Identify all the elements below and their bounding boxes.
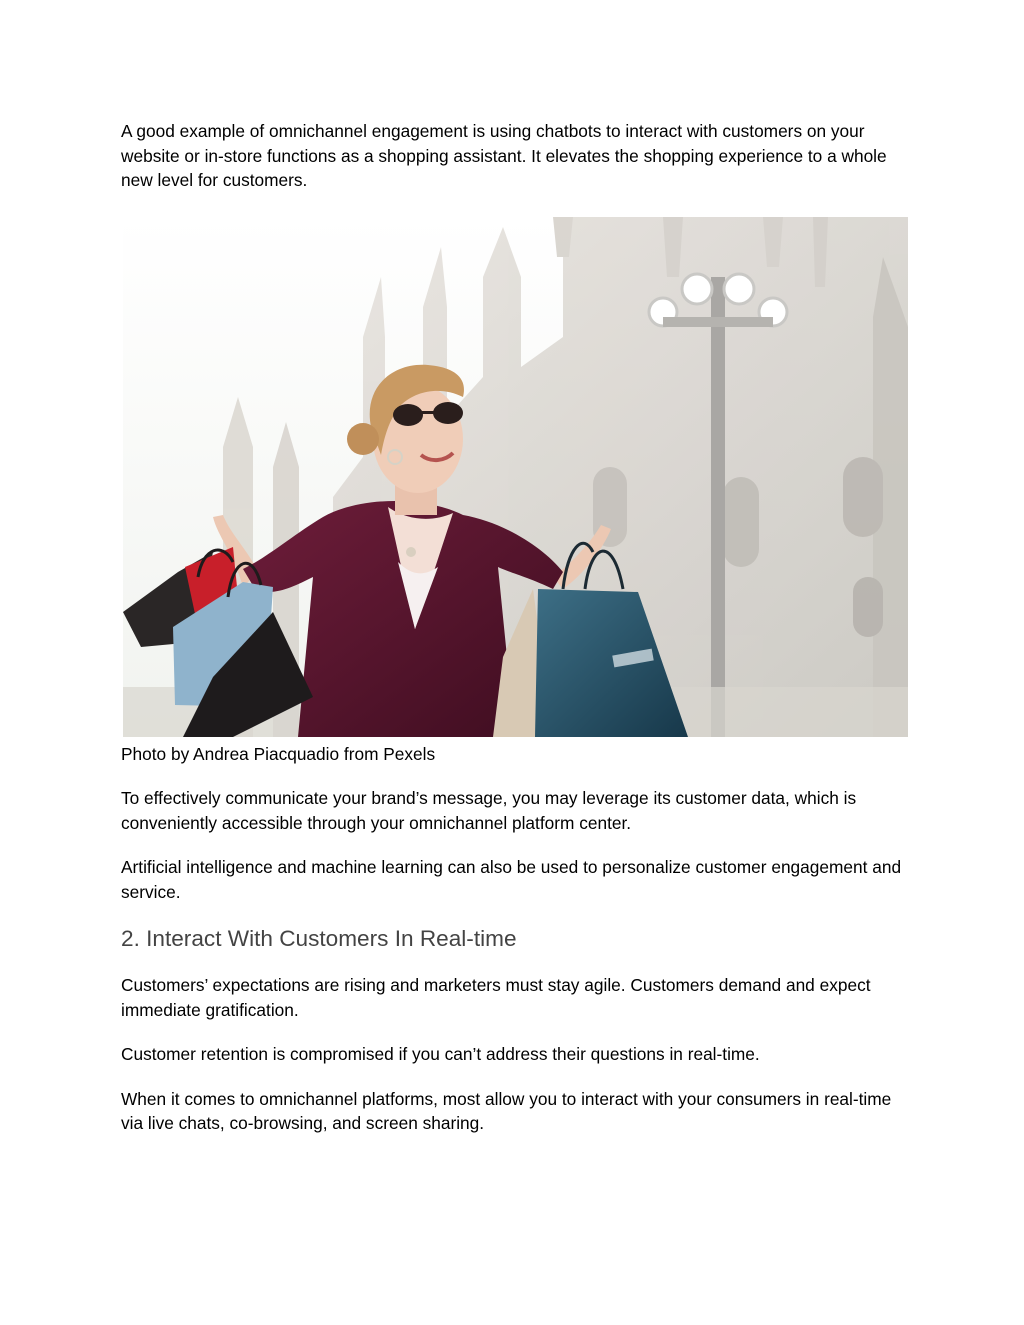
paragraph-expectations: Customers’ expectations are rising and marketers must stay agile. Customers demand and expect immediate gratification. bbox=[121, 975, 871, 1020]
paragraph-brand-message: To effectively communicate your brand’s message, you may leverage its customer data, which is conveniently accessible through your omnichannel platform center. bbox=[121, 788, 857, 833]
section-heading: 2. Interact With Customers In Real-time bbox=[121, 926, 517, 951]
paragraph-retention: Customer retention is compromised if you can’t address their questions in real-time. bbox=[121, 1044, 760, 1064]
photo-caption: Photo by Andrea Piacquadio from Pexels bbox=[121, 743, 436, 764]
photo-illustration bbox=[123, 217, 908, 737]
paragraph-real-time-platforms: When it comes to omnichannel platforms, most allow you to interact with your consumers in real-time via live chats, co-browsing, and screen sharing. bbox=[121, 1088, 892, 1133]
paragraph-ai-ml: Artificial intelligence and machine learning can also be used to personalize customer engagement and service. bbox=[121, 857, 902, 902]
document-page bbox=[121, 119, 911, 1136]
photo-woman-shopping bbox=[123, 217, 908, 737]
intro-paragraph: A good example of omnichannel engagement is using chatbots to interact with customers on your website or in-store functions as a shopping assistant. It elevates the shopping experience to a whole new level for customers. bbox=[121, 121, 887, 190]
